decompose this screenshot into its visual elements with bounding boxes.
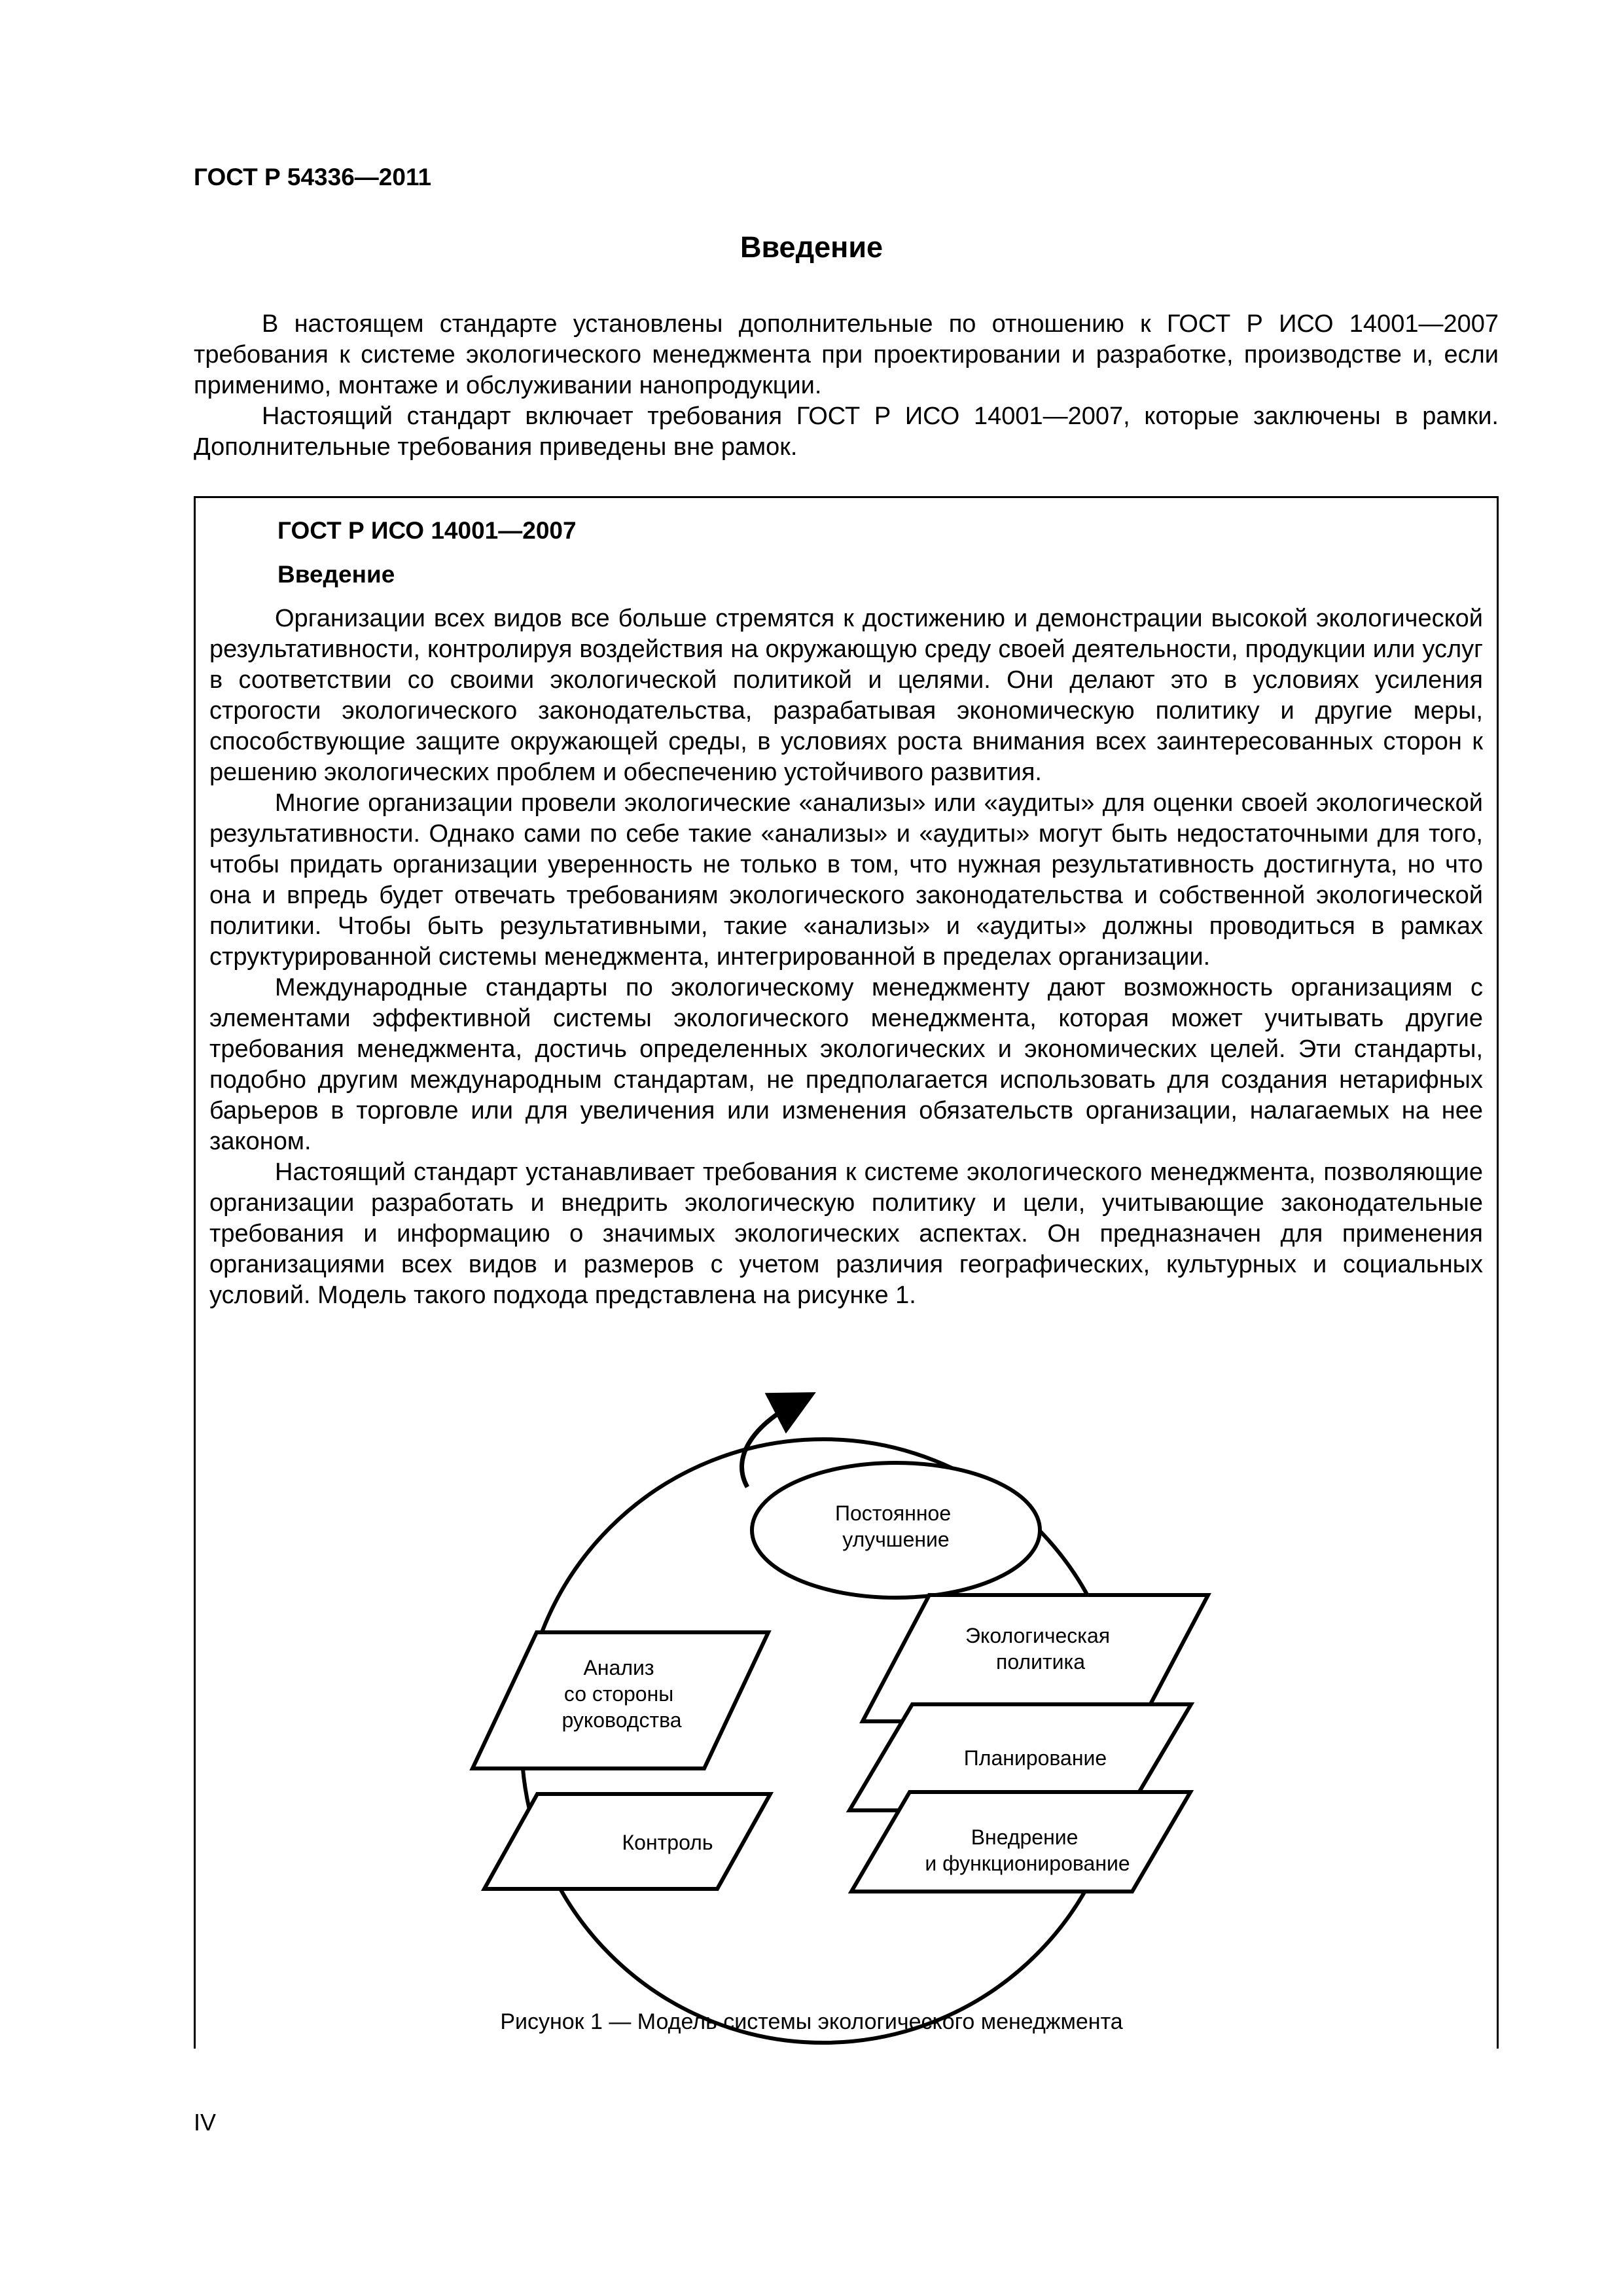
intro-paragraph: Настоящий стандарт включает требования ГОСТ Р ИСО 14001—2007, которые заключены в рамки. Дополнительные требования приведены вне рамок. — [194, 403, 1499, 461]
policy-label-line2: политика — [996, 1650, 1085, 1674]
quoted-standard-heading: ГОСТ Р ИСО 14001—2007 — [277, 517, 577, 544]
box-paragraph: Настоящий стандарт устанавливает требования к системе экологического менеджмента, позволяющие организации разработать и внедрить экологическую политику и цели, учитывающие законодательные требования и информацию о значимых экологических аспектах. Он предназначен для применения организациями всех видов и размеров с учетом различия географических, культурных и социальных условий. Модель такого подхода представлена на рисунке 1. — [209, 1158, 1483, 1309]
review-label-line1: Анализ — [583, 1656, 654, 1679]
intro-paragraph: В настоящем стандарте установлены дополнительные по отношению к ГОСТ Р ИСО 14001—2007 требования к системе экологического менеджмента при проектировании и разработке, производстве и, если применимо, монтаже и обслуживании нанопродукции. — [194, 310, 1499, 399]
planning-label: Планирование — [963, 1746, 1107, 1770]
implementation-label-line1: Внедрение — [971, 1825, 1079, 1849]
review-label-line2: со стороны — [563, 1682, 674, 1706]
implementation-label-line2: и функционирование — [925, 1852, 1130, 1875]
improvement-label-line2: улучшение — [842, 1528, 950, 1551]
box-paragraph: Международные стандарты по экологическому менеджменту дают возможность организациям с элементами эффективной системы экологического менеджмента, которая может учитывать другие требования менеджмента, достичь определенных экологических и экономических целей. Эти стандарты, подобно другим международным стандартам, не предполагается использовать для создания нетарифных барьеров в торговле или для увеличения или изменения обязательств организации, налагаемых на нее законом. — [209, 974, 1483, 1155]
document-header: ГОСТ Р 54336—2011 — [194, 164, 432, 190]
figure-caption: Рисунок 1 — Модель системы экологического менеджмента — [500, 2009, 1123, 2034]
improvement-label-line1: Постоянное — [834, 1501, 952, 1525]
policy-label-line1: Экологическая — [965, 1624, 1111, 1647]
box-paragraph: Многие организации провели экологические «анализы» или «аудиты» для оценки своей экологической результативности. Однако сами по себе такие «анализы» и «аудиты» могут быть недостаточными для того, чтобы придать организации уверенность не только в том, что нужная результативность достигнута, но что она и впредь будет отвечать требованиям экологического законодательства и собственной экологической политики. Чтобы быть результативными, такие «анализы» и «аудиты» должны проводиться в рамках структурированной системы менеджмента, интегрированной в пределах организации. — [209, 789, 1483, 971]
page-title: Введение — [740, 230, 883, 264]
box-paragraph: Организации всех видов все больше стремятся к достижению и демонстрации высокой экологической результативности, контролируя воздействия на окружающую среду своей деятельности, продукции или услуг в соответствии со своими экологической политикой и целями. Они делают это в условиях усиления строгости экологического законодательства, разрабатывая экономическую политику и другие меры, способствующие защите окружающей среды, в условиях роста внимания всех заинтересованных сторон к решению экологических проблем и обеспечению устойчивого развития. — [209, 605, 1483, 786]
quoted-standard-subheading: Введение — [277, 561, 395, 588]
review-label-line3: руководства — [562, 1708, 682, 1732]
control-label: Контроль — [622, 1831, 713, 1854]
page-number: IV — [194, 2109, 217, 2136]
